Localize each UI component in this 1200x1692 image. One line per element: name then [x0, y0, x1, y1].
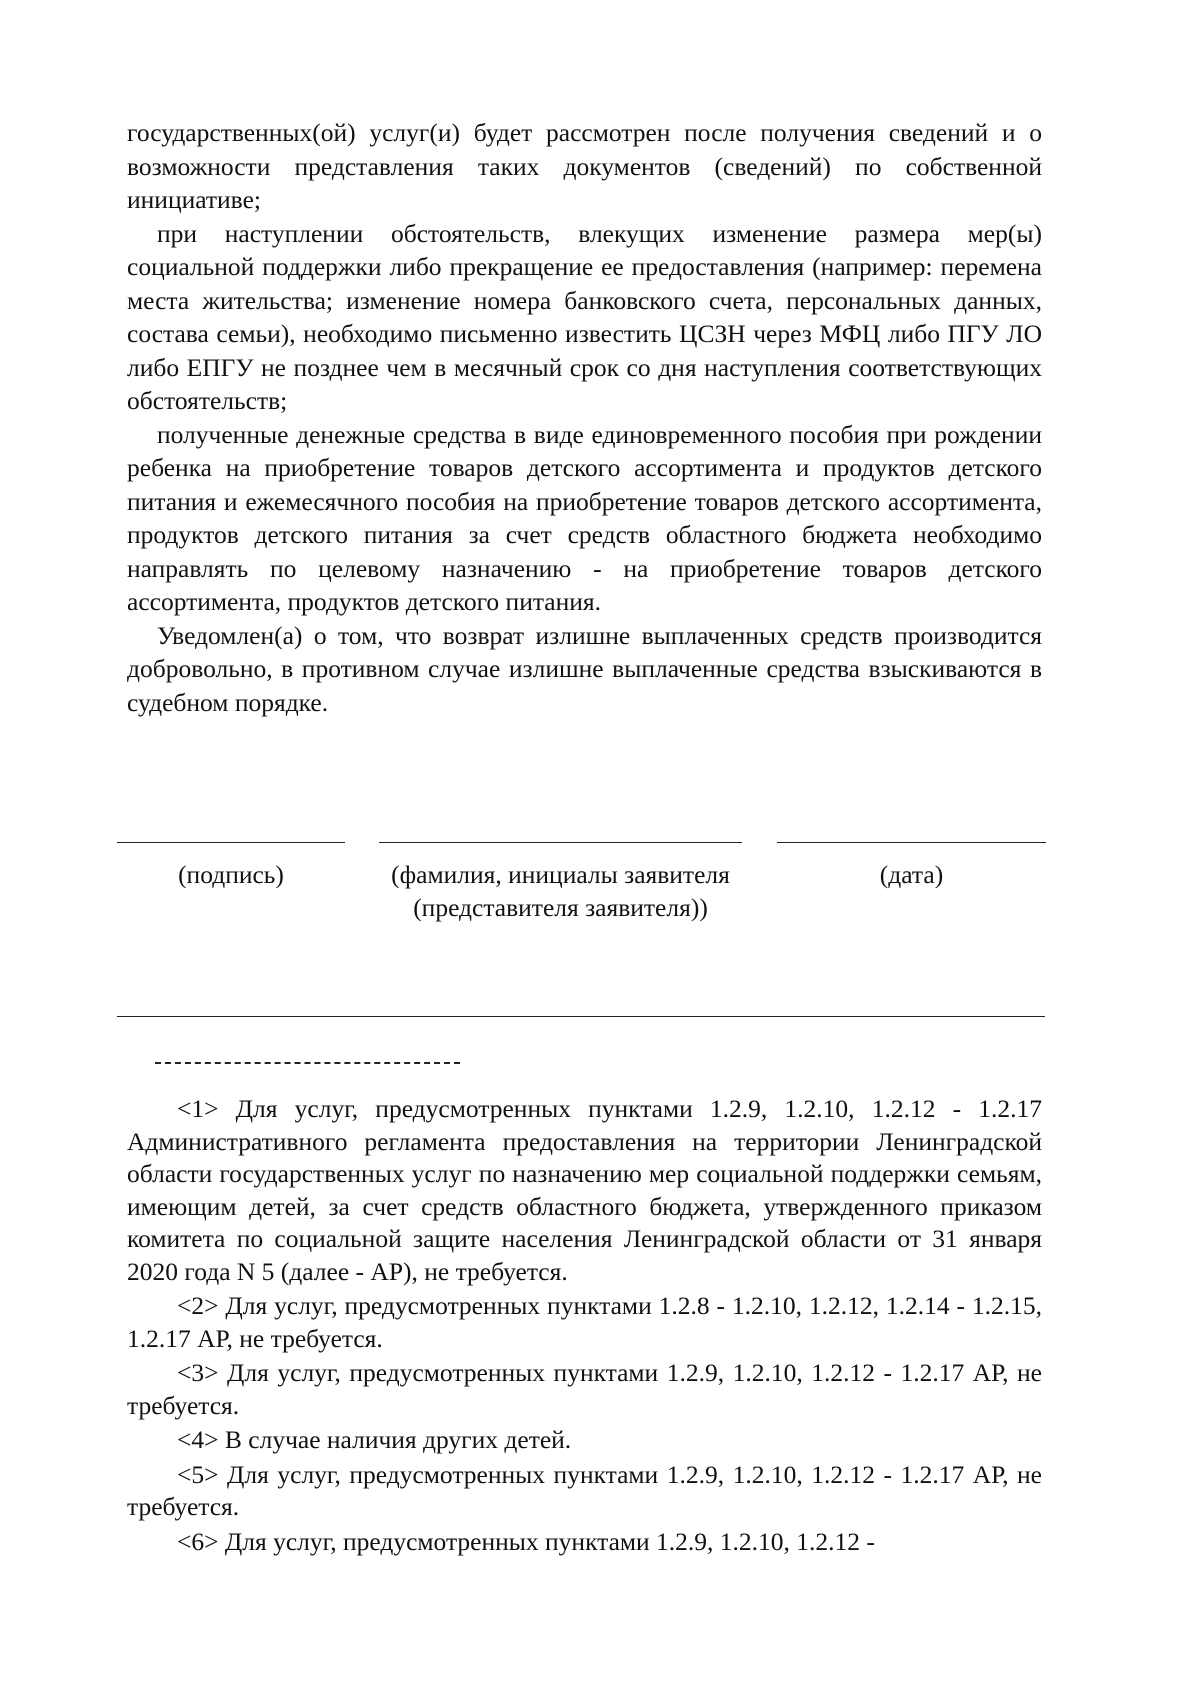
footnote-separator [155, 1062, 460, 1064]
paragraph-continuation: государственных(ой) услуг(и) будет рассмотрен после получения сведений и о возможности представления таких документов (сведений) по собственной инициативе; [127, 118, 1042, 214]
footnote-6: <6> Для услуг, предусмотренных пунктами 1.2.9, 1.2.10, 1.2.12 - [177, 1526, 875, 1556]
signature-line [117, 842, 345, 843]
date-caption: (дата) [879, 860, 944, 889]
footnote-3: <3> Для услуг, предусмотренных пунктами 1.2.9, 1.2.10, 1.2.12 - 1.2.17 АР, не требуется. [127, 1358, 1042, 1420]
name-line [379, 842, 742, 843]
footnote-1: <1> Для услуг, предусмотренных пунктами 1.2.9, 1.2.10, 1.2.12 - 1.2.17 Административного регламента предоставления на территории Ленинградской области государственных услуг по назначению мер социальной поддержки семьям, имеющим детей, за счет средств областного бюджета, утвержденного приказом комитета по социальной защите населения Ленинградской области от 31 января 2020 года N 5 (далее - АР), не требуется. [127, 1094, 1042, 1286]
notice-body [127, 116, 1042, 719]
footnotes [127, 1093, 1042, 1558]
separator-line [117, 1016, 1045, 1017]
footnote-5: <5> Для услуг, предусмотренных пунктами 1.2.9, 1.2.10, 1.2.12 - 1.2.17 АР, не требуется. [127, 1459, 1042, 1521]
date-line [777, 842, 1046, 843]
signature-caption: (подпись) [178, 860, 284, 889]
paragraph-refund-notice: Уведомлен(а) о том, что возврат излишне выплаченных средств производится добровольно, в противном случае излишне выплаченные средства взыскиваются в судебном порядке. [127, 620, 1042, 717]
footnote-2: <2> Для услуг, предусмотренных пунктами 1.2.8 - 1.2.10, 1.2.12, 1.2.14 - 1.2.15, 1.2.17 АР, не требуется. [127, 1291, 1042, 1353]
footnote-4: <4> В случае наличия других детей. [177, 1425, 572, 1454]
paragraph-change-of-circumstances: при наступлении обстоятельств, влекущих изменение размера мер(ы) социальной поддержки либо прекращение ее предоставления (например: перемена места жительства; изменение номера банковского счета, персональных данных, состава семьи), необходимо письменно известить ЦСЗН через МФЦ либо ПГУ ЛО либо ЕПГУ не позднее чем в месячный срок со дня наступления соответствующих обстоятельств; [127, 218, 1042, 415]
name-caption: (фамилия, инициалы заявителя (представителя заявителя)) [391, 860, 730, 922]
paragraph-targeted-use: полученные денежные средства в виде единовременного пособия при рождении ребенка на приобретение товаров детского ассортимента и продуктов детского питания и ежемесячного пособия на приобретение товаров детского ассортимента, продуктов детского питания за счет средств областного бюджета необходимо направлять по целевому назначению - на приобретение товаров детского ассортимента, продуктов детского питания. [127, 419, 1042, 616]
